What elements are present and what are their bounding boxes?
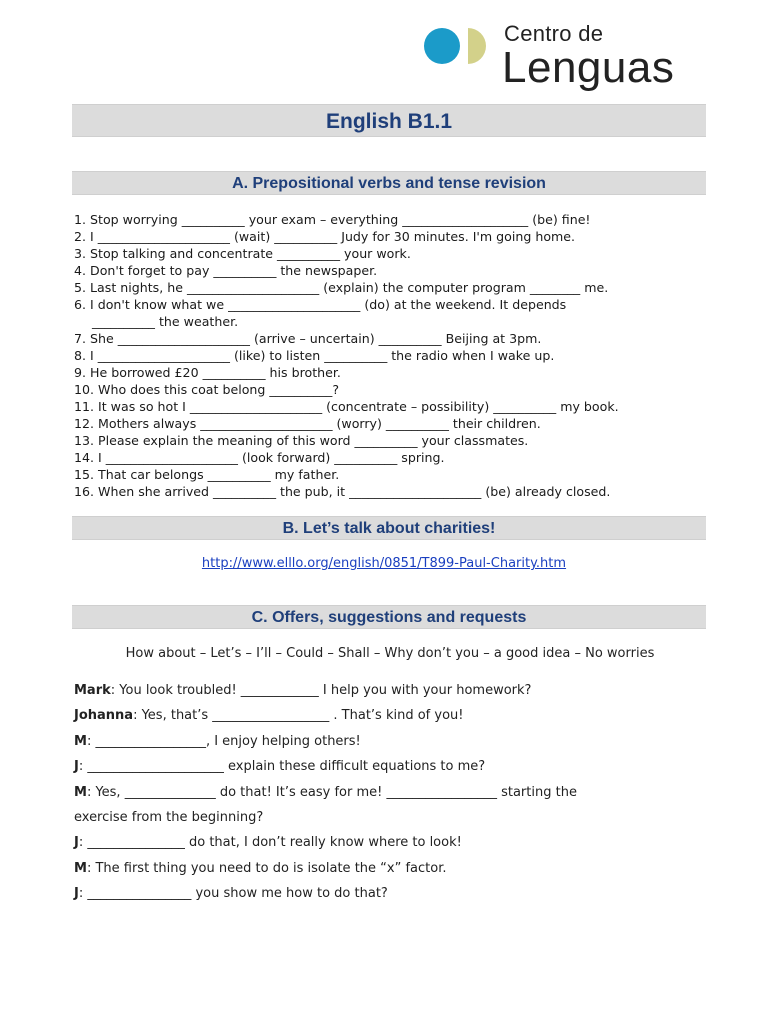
exercise-line: 1. Stop worrying __________ your exam – everything ____________________ (be) fine! [74,212,591,227]
exercise-line: 15. That car belongs __________ my father. [74,467,340,482]
logo-half-circle-icon [468,28,486,64]
dialog-line [74,856,704,881]
exercise-line: 2. I _____________________ (wait) __________ Judy for 30 minutes. I'm going home. [74,229,576,244]
logo [422,12,702,96]
section-c-heading: C. Offers, suggestions and requests [72,605,706,629]
exercise-line: 12. Mothers always _____________________ (worry) __________ their children. [74,416,541,431]
charity-link-row [0,556,768,571]
exercise-line: 6. I don't know what we _____________________ (do) at the weekend. It depends [74,297,567,312]
speaker: J [74,759,79,775]
exercise-line: 13. Please explain the meaning of this word __________ your classmates. [74,433,529,448]
dialog-text: : _______________ do that, I don’t really know where to look! [78,835,462,851]
logo-line1: Centro de [504,21,604,46]
exercise-line: 4. Don't forget to pay __________ the newspaper. [74,263,378,278]
speaker: M [74,784,87,800]
exercise-line: 11. It was so hot I _____________________ (concentrate – possibility) __________ my book. [74,399,619,414]
exercise-a-list [74,211,714,500]
exercise-line: 10. Who does this coat belong __________? [74,382,340,397]
speaker: Mark [74,683,111,698]
dialog-line [74,703,704,728]
exercise-line: 3. Stop talking and concentrate __________ your work. [74,246,411,261]
dialog-text: : _________________, I enjoy helping others! [86,733,361,749]
dialog-line [74,754,704,779]
speaker: J [74,886,79,902]
dialog-line [74,805,704,830]
dialog-text: : Yes, that’s __________________ . That’s kind of you! [133,708,464,724]
dialog-text: : _____________________ explain these difficult equations to me? [78,759,486,775]
logo-blue-circle-icon [424,28,460,64]
section-b-heading: B. Let’s talk about charities! [72,516,706,540]
dialog-line [74,780,704,805]
speaker: M [74,860,87,876]
logo-line2: Lenguas [502,43,675,92]
dialog-text: : You look troubled! ____________ I help you with your homework? [110,683,532,698]
dialog-line [74,729,704,754]
exercise-line: 16. When she arrived __________ the pub, it _____________________ (be) already closed. [74,484,611,499]
dialog-line [74,678,704,703]
dialog-text: : Yes, ______________ do that! It’s easy for me! _________________ starting the [86,784,577,800]
dialog [74,678,704,907]
exercise-line: 14. I _____________________ (look forward) __________ spring. [74,450,445,465]
dialog-text: exercise from the beginning? [74,810,264,826]
exercise-line: 9. He borrowed £20 __________ his brother. [74,365,341,380]
speaker: J [74,835,79,851]
dialog-text: : The first thing you need to do is isolate the “x” factor. [86,860,447,876]
word-bank: How about – Let’s – I’ll – Could – Shall – Why don’t you – a good idea – No worries [125,646,655,661]
exercise-line: 8. I _____________________ (like) to listen __________ the radio when I wake up. [74,348,555,363]
speaker: M [74,733,87,749]
charity-link[interactable]: http://www.elllo.org/english/0851/T899-Paul-Charity.htm [201,556,567,571]
exercise-line: 5. Last nights, he _____________________ (explain) the computer program ________ me. [74,280,609,295]
section-a-heading: A. Prepositional verbs and tense revision [72,171,706,195]
page-title: English B1.1 [72,104,706,137]
dialog-line [74,830,704,855]
exercise-line: __________ the weather. [92,314,239,329]
speaker: Johanna [74,708,134,724]
dialog-text: : ________________ you show me how to do that? [78,886,388,902]
exercise-line: 7. She _____________________ (arrive – uncertain) __________ Beijing at 3pm. [74,331,542,346]
dialog-line [74,881,704,906]
